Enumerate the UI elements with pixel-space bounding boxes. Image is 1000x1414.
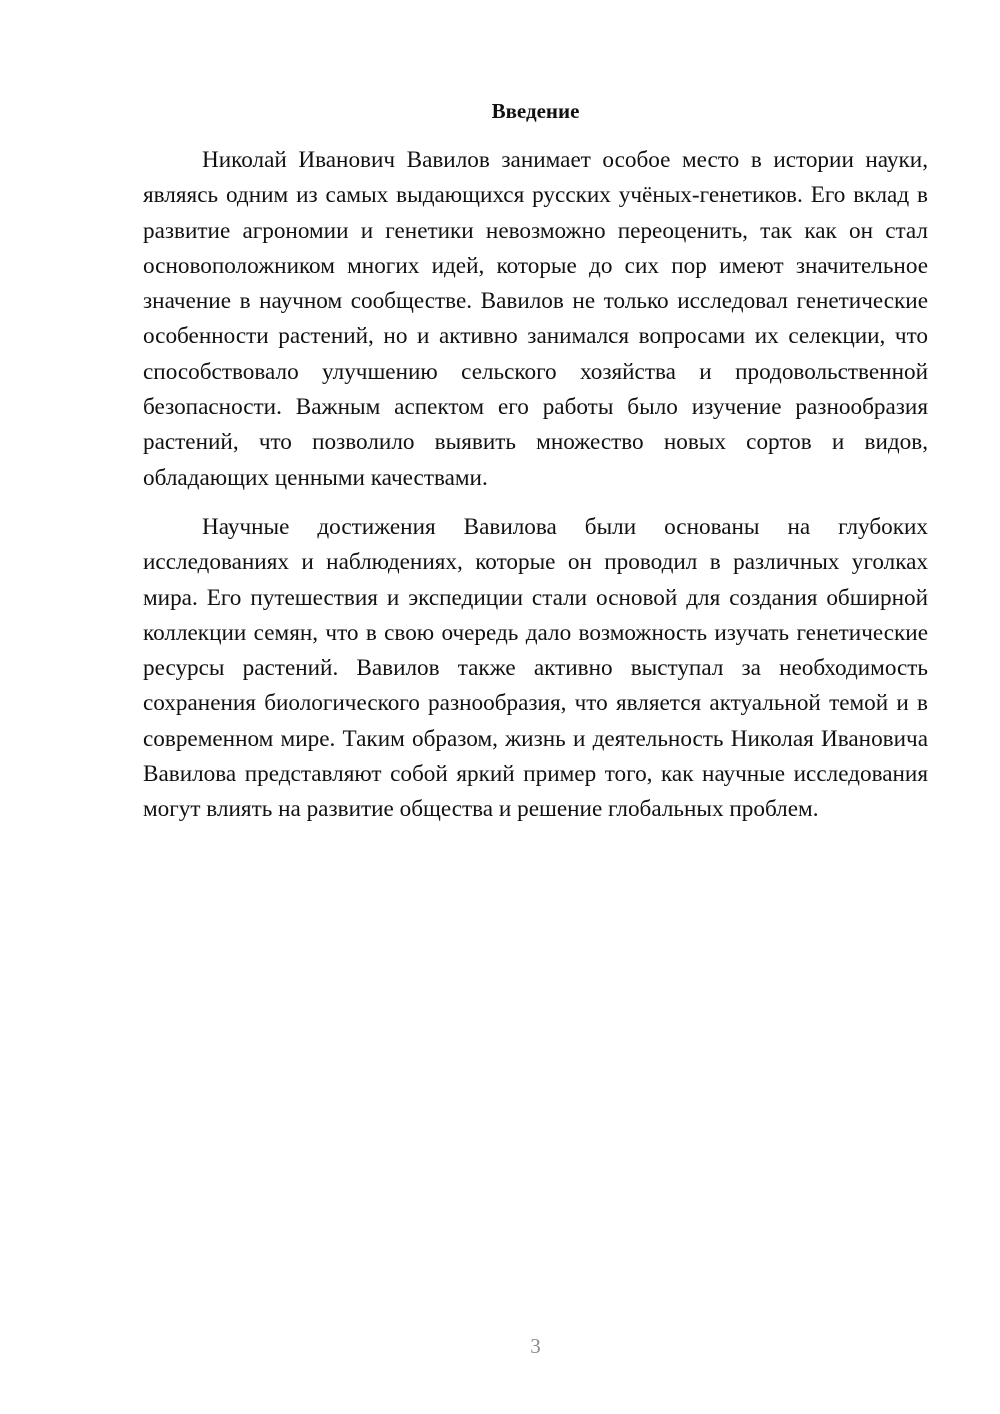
body-text bbox=[143, 143, 928, 828]
paragraph-2: Научные достижения Вавилова были основаны на глубоких исследованиях и наблюдениях, которые он проводил в различных уголках мира. Его путешествия и экспедиции стали основой для создания обширной коллекции семян, что в свою очередь дало возможность изучать генетические ресурсы растений. Вавилов также активно выступал за необходимость сохранения биологического разнообразия, что является актуальной темой и в современном мире. Таким образом, жизнь и деятельность Николая Ивановича Вавилова представляют собой яркий пример того, как научные исследования могут влиять на развитие общества и решение глобальных проблем. bbox=[143, 513, 928, 823]
section-heading: Введение bbox=[491, 99, 580, 123]
page-number: 3 bbox=[530, 1334, 541, 1358]
paragraph-1: Николай Иванович Вавилов занимает особое место в истории науки, являясь одним из самых выдающихся русских учёных-генетиков. Его вклад в развитие агрономии и генетики невозможно переоценить, так как он стал основоположником многих идей, которые до сих пор имеют значительное значение в научном сообществе. Вавилов не только исследовал генетические особенности растений, но и активно занимался вопросами их селекции, что способствовало улучшению сельского хозяйства и продовольственной безопасности. Важным аспектом его работы было изучение разнообразия растений, что позволило выявить множество новых сортов и видов, обладающих ценными качествами. bbox=[143, 147, 928, 491]
